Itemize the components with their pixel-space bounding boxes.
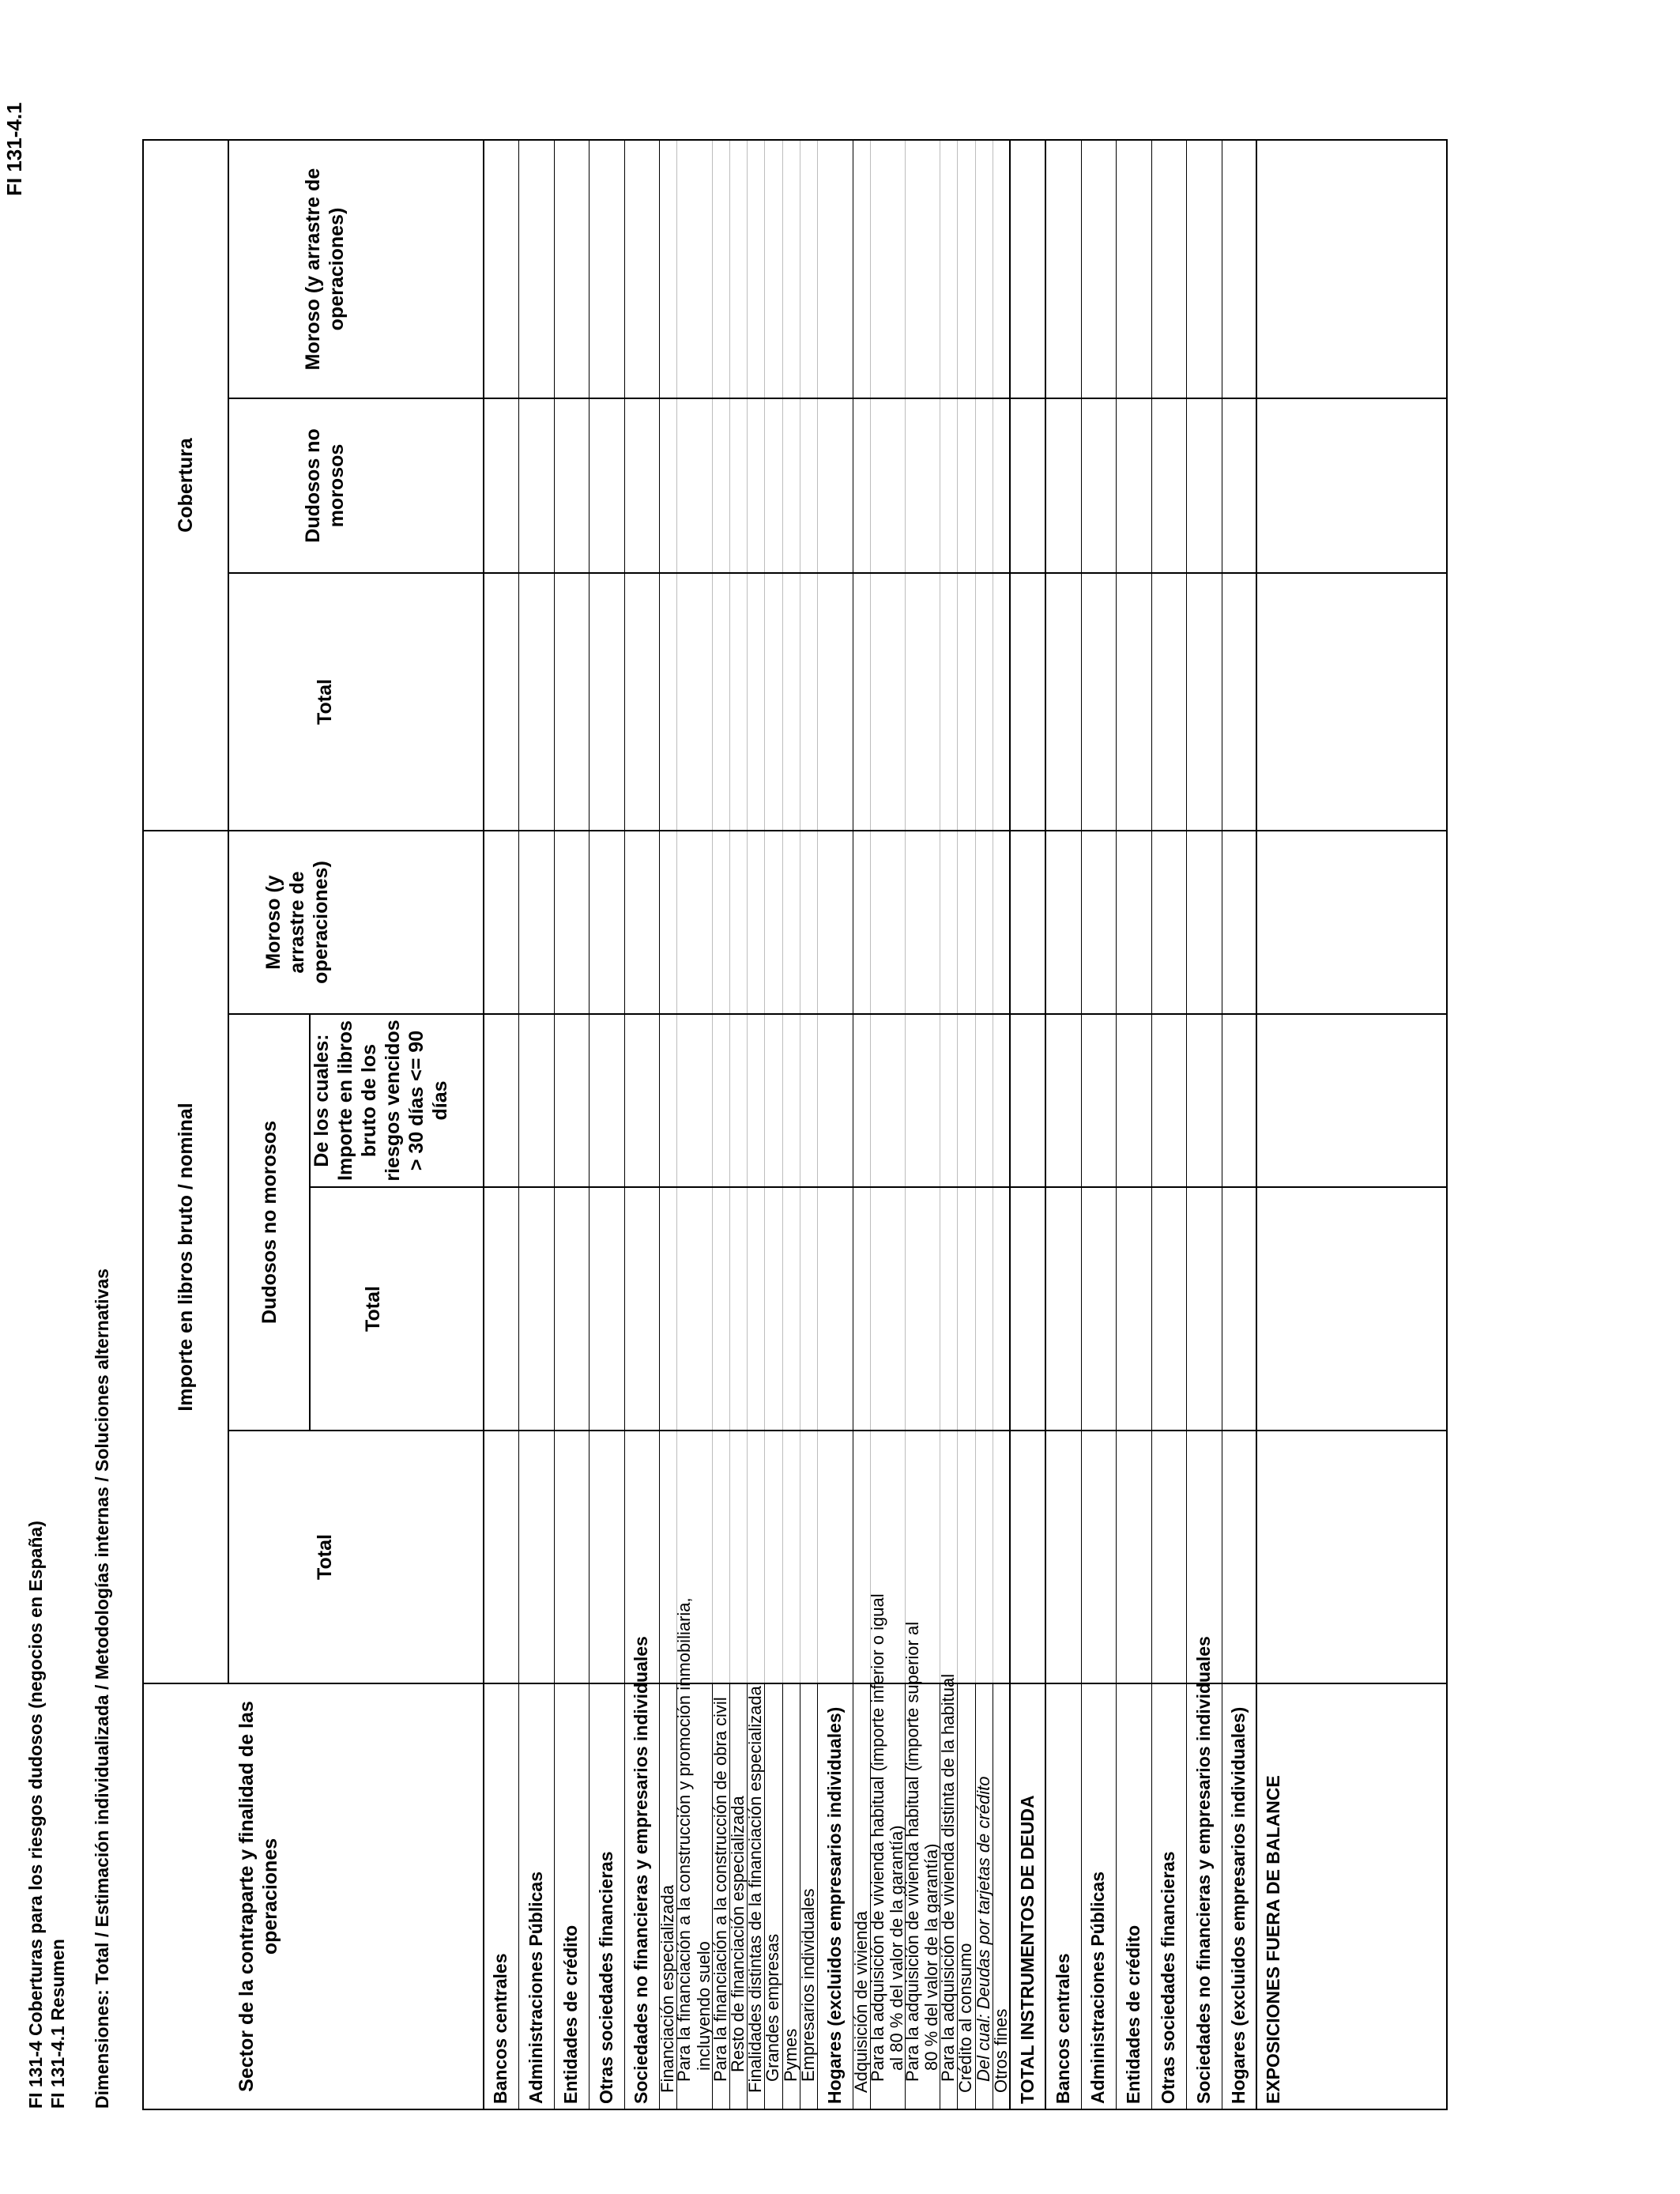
col-vencidos-header: De los cuales: Importe en libros bruto de los riesgos vencidos > 30 días <= 90 días (311, 1020, 451, 1182)
table-row-label (676, 1597, 712, 2104)
row-label-text: EXPOSICIONES FUERA DE BALANCE (1263, 1775, 1284, 2104)
form-title: FI 131-4 Coberturas para los riesgos dudosos (negocios en España) (25, 1521, 46, 2109)
table-row-label (1186, 1636, 1222, 2104)
row-separator-light (729, 139, 730, 1683)
row-separator-light (817, 139, 818, 1683)
form-subtitle: FI 131-4.1 Resumen (47, 1939, 68, 2109)
dimensions-label: Dimensiones: Total / Estimación individualizada / Metodologías internas / Soluciones alternativas (92, 1269, 112, 2109)
row-label-text: Grandes empresas (763, 1933, 783, 2082)
table-row-label (624, 1636, 659, 2104)
form-code: FI 131-4.1 (2, 102, 26, 196)
row-separator (1151, 139, 1152, 2110)
row-separator-light (712, 139, 713, 1683)
row-label-text: Bancos centrales (490, 1953, 511, 2104)
table-row-label (1010, 1795, 1045, 2104)
row-label-text: Pymes (780, 2028, 800, 2082)
row-label-text: Entidades de crédito (1122, 1924, 1143, 2104)
table-row-label (937, 1673, 958, 2104)
table-row-label (729, 1796, 747, 2104)
row-label-text: Empresarios individuales (797, 1888, 818, 2082)
row-label-text: Entidades de crédito (560, 1924, 582, 2104)
table-row-label (764, 1934, 782, 2104)
table-row-label (1222, 1707, 1256, 2104)
row-label-text: Para la adquisición de vivienda habitual (importe inferior o igual (867, 1593, 887, 2082)
table-row-label (975, 1777, 993, 2104)
row-label-text: Administraciones Públicas (525, 1872, 546, 2104)
col-cobertura-moroso-header: Moroso (y arrastre de operaciones) (301, 168, 348, 371)
row-label-text: Otras sociedades financieras (595, 1851, 616, 2104)
col-dudosos-total-header: Total (362, 1286, 384, 1332)
row-separator (1081, 139, 1082, 2110)
row-separator-light (905, 139, 906, 1683)
row-label-text: Hogares (excluidos empresarios individuales) (823, 1706, 845, 2104)
row-separator (554, 139, 555, 2110)
table-row-label (1045, 1954, 1081, 2104)
row-label-text: Para la adquisición de vivienda distinta de la habitual (937, 1673, 958, 2082)
table-row-label (1151, 1851, 1186, 2104)
table-row-label (1256, 1775, 1291, 2104)
row-separator (518, 139, 519, 2110)
table-row-label (1081, 1872, 1116, 2104)
col-total-header: Total (313, 1534, 336, 1580)
row-label-text: Finalidades distintas de la financiación especializada (744, 1686, 765, 2093)
row-separator (589, 139, 590, 2110)
row-label-text: Para la adquisición de vivienda habitual (importe superior al (902, 1621, 922, 2082)
coverage-table (142, 139, 1448, 2110)
row-header: Sector de la contraparte y finalidad de las operaciones (235, 1701, 281, 2092)
row-label-text-continued: incluyendo suelo (693, 1941, 714, 2071)
table-row-label (957, 1943, 975, 2104)
table-row-label (589, 1851, 624, 2104)
table-row-label (518, 1872, 554, 2104)
table-row-label (712, 1697, 729, 2104)
row-separator-light (975, 139, 976, 1683)
row-label-text: Bancos centrales (1052, 1953, 1073, 2104)
row-label-text: Financiación especializada (657, 1885, 677, 2093)
group-cobertura-header: Cobertura (175, 438, 197, 533)
row-separator-light (764, 139, 765, 1683)
col-cobertura-total-header: Total (313, 679, 336, 725)
row-separator (659, 139, 660, 2110)
table-row-label (990, 2008, 1011, 2104)
table-row-label (1116, 1925, 1151, 2104)
group-importe-header: Importe en libros bruto / nominal (175, 1103, 197, 1412)
row-label-text: Del cual: Deudas por tarjetas de crédito (973, 1776, 993, 2082)
row-label-text: Para la financiación a la construcción y promoción inmobiliaria, (674, 1597, 695, 2082)
row-label-text: Crédito al consumo (955, 1943, 976, 2093)
row-label-text-continued: al 80 % del valor de la garantía) (887, 1825, 906, 2071)
row-label-text: Otros fines (990, 2008, 1011, 2093)
row-label-text: TOTAL INSTRUMENTOS DE DEUDA (1016, 1795, 1038, 2104)
row-separator-light (782, 139, 783, 1683)
table-row-label (744, 1686, 765, 2104)
row-label-text: Adquisición de vivienda (850, 1911, 871, 2093)
table-row-label (817, 1707, 853, 2104)
row-separator (1116, 139, 1117, 2110)
col-moroso-header: Moroso (y arrastre de operaciones) (262, 861, 332, 984)
dudosos-no-morosos-header: Dudosos no morosos (258, 1121, 281, 1324)
row-separator-light (957, 139, 958, 1683)
row-label-text: Otras sociedades financieras (1158, 1851, 1179, 2104)
row-label-text-continued: 80 % del valor de la garantía) (921, 1843, 941, 2071)
row-separator-light (747, 139, 748, 1683)
table-row-label (554, 1925, 589, 2104)
table-row-label (484, 1954, 518, 2104)
row-separator-light (676, 139, 677, 1683)
row-label-text: Resto de financiación especializada (727, 1796, 748, 2072)
row-label-text: Sociedades no financieras y empresarios individuales (631, 1636, 652, 2104)
table-row-label (782, 2029, 800, 2104)
table-row-label (797, 1888, 818, 2104)
row-label-text: Sociedades no financieras y empresarios individuales (1192, 1636, 1214, 2104)
col-cobertura-dudosos-header: Dudosos no morosos (301, 428, 348, 543)
row-label-text: Para la financiación a la construcción de obra civil (710, 1697, 730, 2082)
row-separator-light (870, 139, 871, 1683)
table-row-label (867, 1593, 906, 2104)
row-label-text: Hogares (excluidos empresarios individuales) (1228, 1706, 1249, 2104)
row-label-text: Administraciones Públicas (1087, 1872, 1109, 2104)
table-row-label (902, 1621, 941, 2104)
